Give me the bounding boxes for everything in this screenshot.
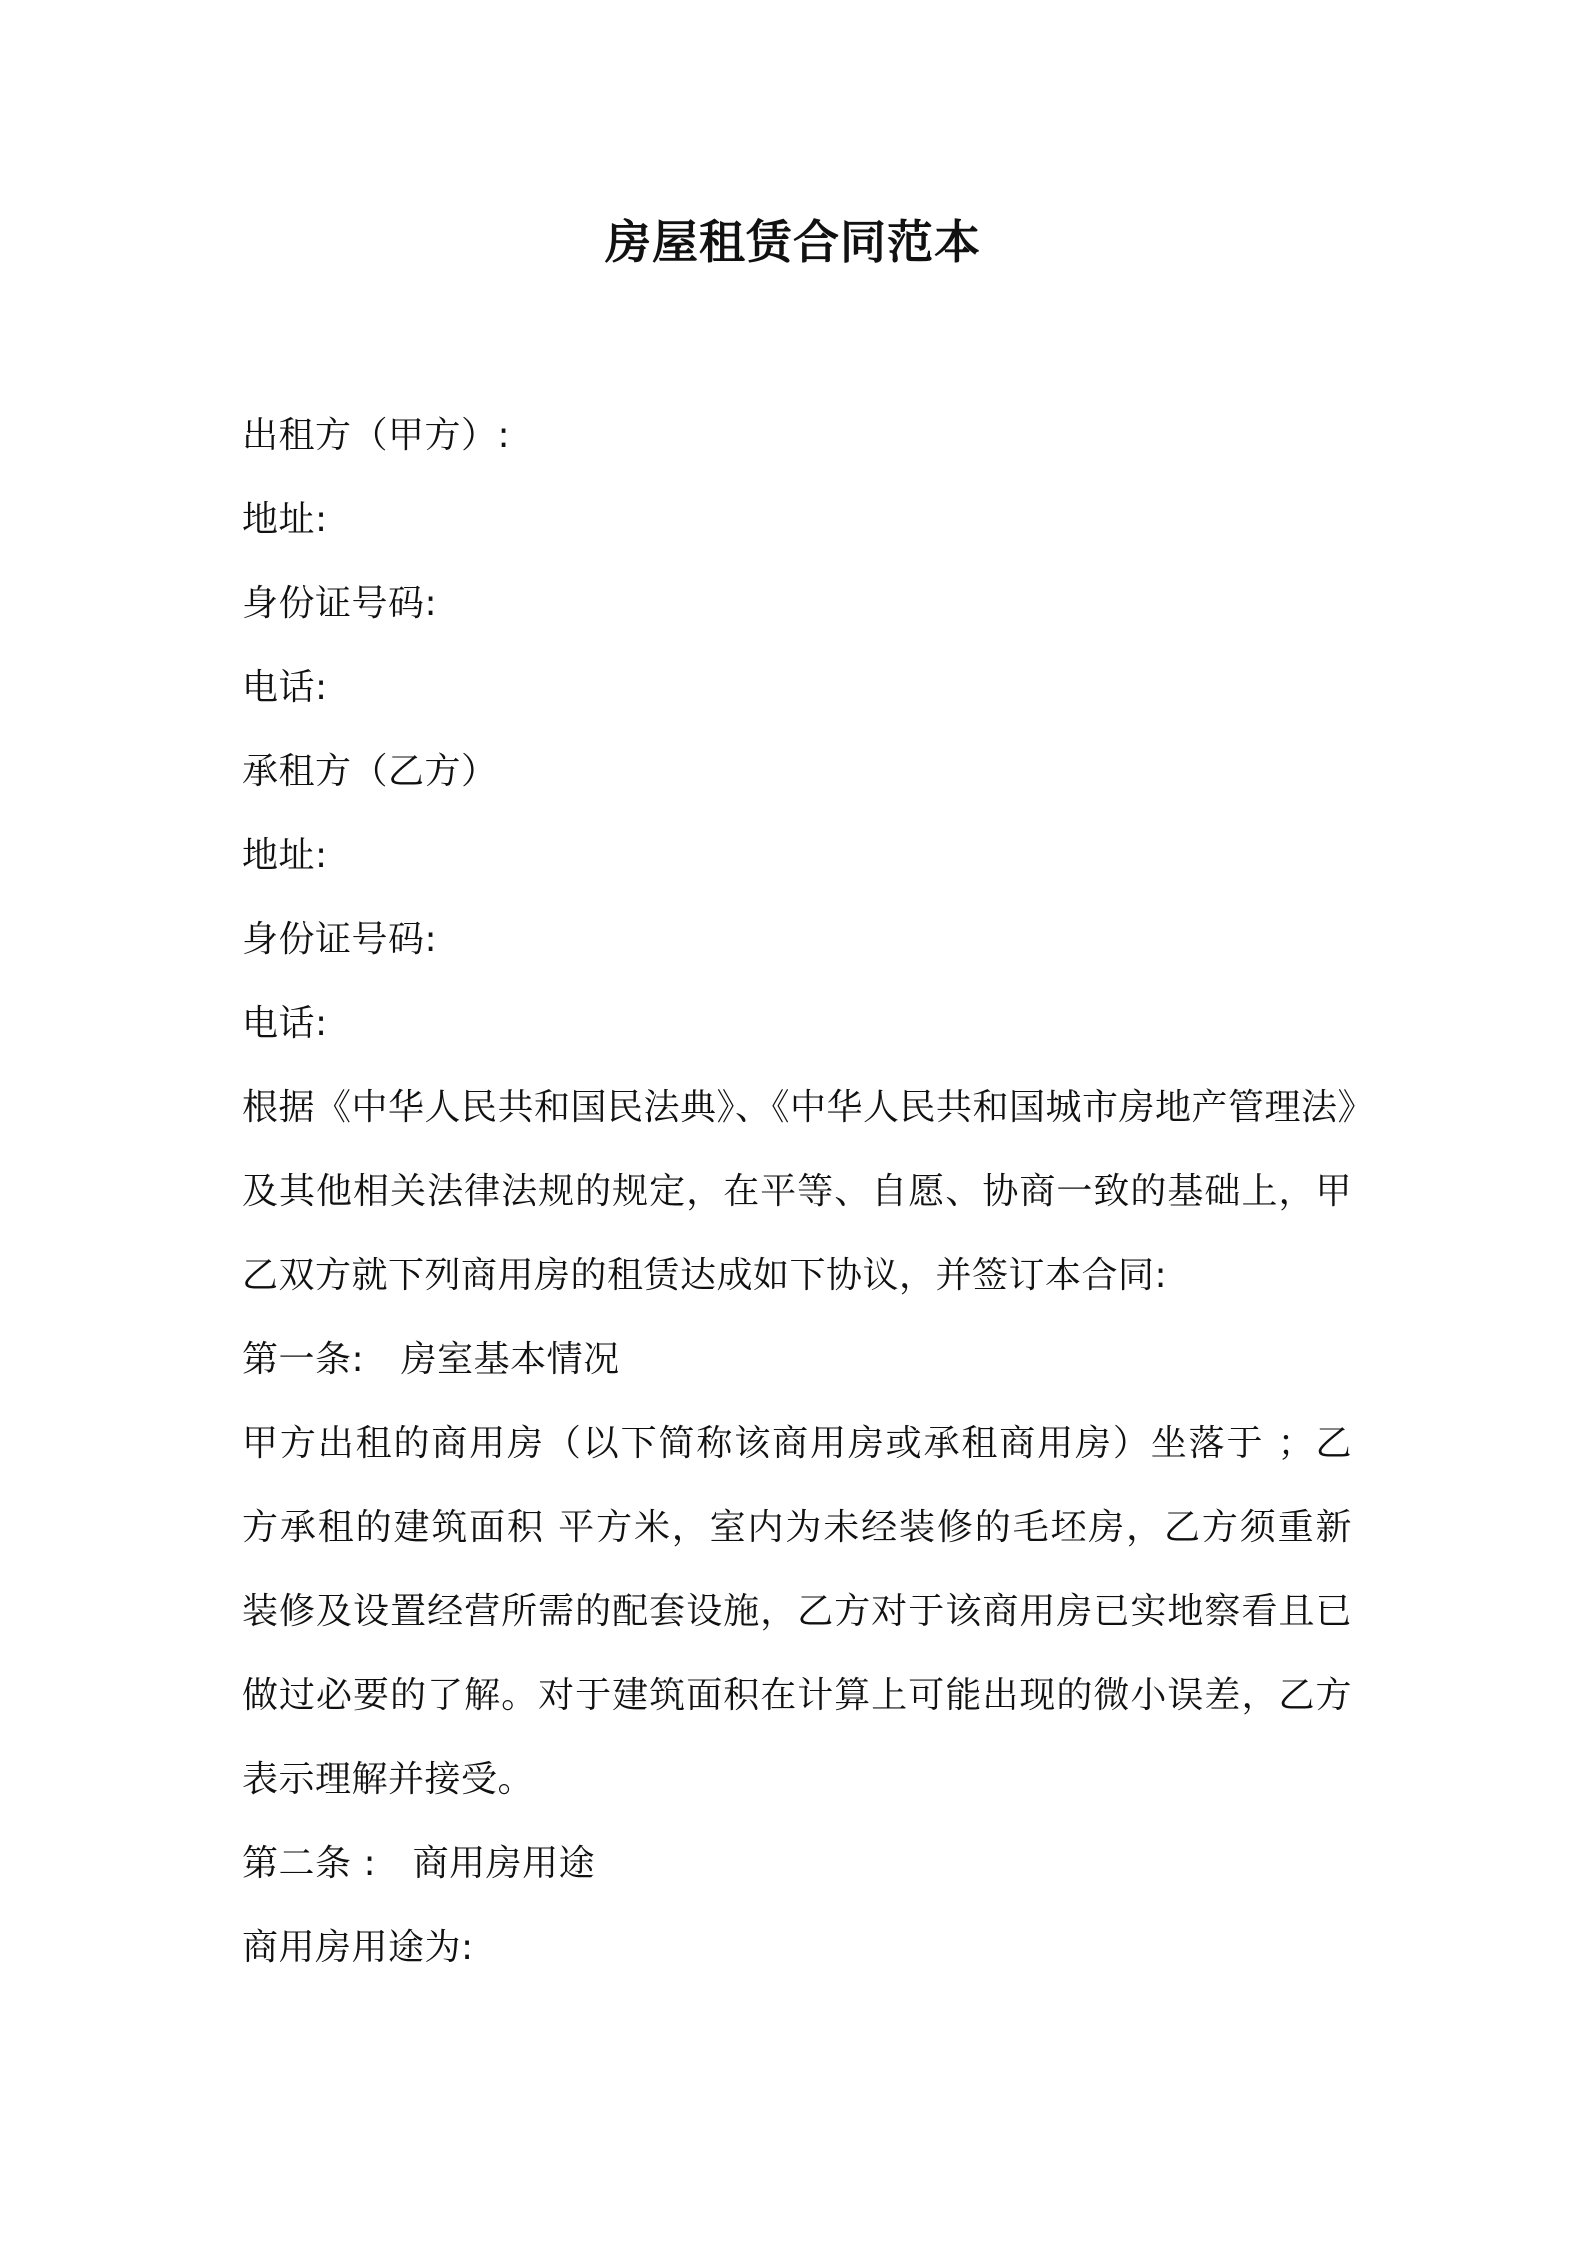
lessee-label: 承租方（乙方） [242, 751, 498, 792]
article-1-line-2: 方承租的建筑面积 平方米，室内为未经装修的毛坯房，乙方须重新 [242, 1507, 1352, 1548]
lessor-address-label: 地址: [242, 499, 328, 540]
article-1-heading: 第一条: 房室基本情况 [242, 1339, 620, 1380]
usage-label: 商用房用途为: [242, 1927, 474, 1968]
article-1-line-3: 装修及设置经营所需的配套设施，乙方对于该商用房已实地察看且已 [242, 1591, 1352, 1632]
lessor-id-label: 身份证号码: [242, 583, 438, 624]
lessee-phone-label: 电话: [242, 1003, 328, 1044]
lessee-address-label: 地址: [242, 835, 328, 876]
lessee-id-label: 身份证号码: [242, 919, 438, 960]
preamble-line-1: 根据《中华人民共和国民法典》、《中华人民共和国城市房地产管理法》 [242, 1087, 1375, 1128]
document-title: 房屋租赁合同范本 [605, 215, 981, 269]
preamble-line-2: 及其他相关法律法规的规定，在平等、自愿、协商一致的基础上，甲 [242, 1171, 1352, 1212]
lessor-label: 出租方（甲方）: [242, 415, 511, 456]
article-2-heading: 第二条 : 商用房用途 [242, 1843, 596, 1884]
lessor-phone-label: 电话: [242, 667, 328, 708]
article-1-line-1: 甲方出租的商用房（以下简称该商用房或承租商用房）坐落于 ；乙 [242, 1423, 1352, 1464]
article-1-line-5: 表示理解并接受。 [242, 1759, 535, 1800]
preamble-line-3: 乙双方就下列商用房的租赁达成如下协议，并签订本合同: [242, 1255, 1168, 1296]
article-1-line-4: 做过必要的了解。对于建筑面积在计算上可能出现的微小误差，乙方 [242, 1675, 1352, 1716]
